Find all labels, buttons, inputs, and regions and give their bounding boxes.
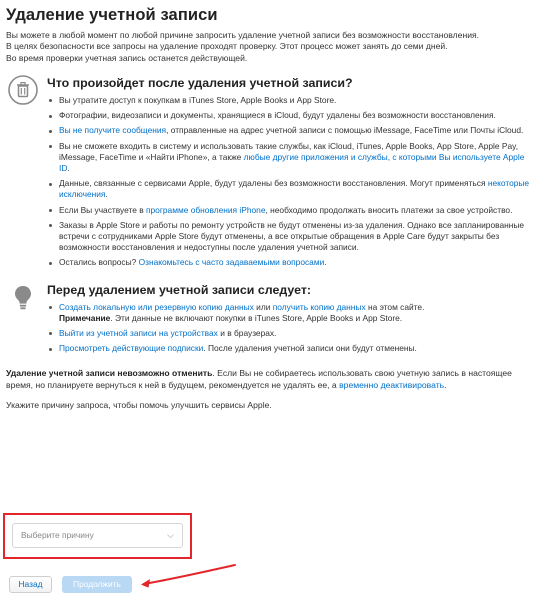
intro-text [6, 30, 530, 64]
intro-line: Вы можете в любой момент по любой причине запросить удаление учетной записи без возможности восстановления. [6, 30, 480, 40]
text-run: Вы не сможете входить в систему и использовать такие службы, как iCloud, iTunes, Apple Books, App Store, Apple Pay, iMessage, FaceTime и «Найти iPhone», а также [59, 140, 519, 162]
lightbulb-icon [8, 282, 38, 312]
text-run: , отправленные на адрес учетной записи с помощью iMessage, FaceTime или Почты iCloud. [166, 125, 524, 136]
list-item [47, 328, 530, 339]
text-run: на этом сайте. [365, 301, 425, 312]
emphasis-text: Удаление учетной записи невозможно отменить [6, 368, 213, 379]
highlight-frame [3, 513, 192, 559]
list-item [47, 257, 530, 268]
inline-link[interactable]: Ознакомьтесь с часто задаваемыми вопросами [138, 257, 325, 268]
list-item [47, 343, 530, 354]
irreversible-warning [6, 368, 530, 391]
chevron-down-icon: ⌵ [167, 530, 174, 540]
inline-link[interactable]: временно деактивировать [339, 379, 445, 390]
inline-link[interactable]: получить копию данных [272, 301, 366, 312]
list-item [47, 205, 530, 216]
inline-link[interactable]: любые другие приложения и службы, с которыми Вы используете Apple ID [59, 151, 525, 173]
text-run: Данные, связанные с сервисами Apple, будут удалены без возможности восстановления. Могут применяться [59, 178, 488, 189]
list-item [47, 125, 530, 136]
text-run: . Эти данные не включают покупки в iTunes Store, Apple Books и App Store. [110, 312, 403, 323]
list-item [47, 141, 530, 175]
text-run: . [67, 162, 70, 173]
inline-link[interactable]: Вы не получите сообщения [59, 125, 167, 136]
section-before-body [47, 282, 530, 355]
inline-link[interactable]: Просмотреть действующие подписки [59, 343, 204, 354]
text-run: . [324, 257, 327, 268]
back-button[interactable]: Назад [9, 576, 52, 593]
list-item [47, 95, 530, 106]
inline-link[interactable]: программе обновления iPhone [145, 204, 266, 215]
intro-line: Во время проверки учетная запись останется действующей. [6, 52, 248, 63]
preparation-list [47, 302, 530, 355]
account-deletion-page [6, 4, 530, 411]
text-run: или [253, 301, 273, 312]
section-after-deletion [6, 75, 530, 269]
text-run: . После удаления учетной записи они будут отменены. [203, 343, 417, 354]
inline-link[interactable]: Выйти из учетной записи на устройствах [59, 327, 218, 338]
section-after-body [47, 75, 530, 269]
text-run: Если Вы участвуете в [59, 204, 146, 215]
text-run: Фотографии, видеозаписи и документы, хранящиеся в iCloud, будут удалены без возможности восстановления. [59, 110, 496, 121]
text-run: Остались вопросы? [59, 257, 139, 268]
list-item [47, 110, 530, 121]
annotation-arrow-icon [138, 562, 238, 590]
inline-link[interactable]: Создать локальную или резервную копию данных [59, 301, 254, 312]
consequences-list [47, 95, 530, 269]
section-heading: Перед удалением учетной записи следует: [47, 282, 312, 297]
text-run: . Если Вы не собираетесь использовать свою учетную запись в настоящее время, но планируете вернуться к ней в будущем, рекомендуется не удалять ее, а [6, 368, 512, 390]
intro-line: В целях безопасности все запросы на удаление проходят проверку. Этот процесс может занять до семи дней. [6, 41, 448, 52]
list-item [47, 220, 530, 254]
section-heading: Что произойдет после удаления учетной записи? [47, 75, 353, 90]
text-run: и в браузерах. [217, 327, 277, 338]
page-title: Удаление учетной записи [6, 6, 218, 24]
reason-select-placeholder: Выберите причину [21, 530, 94, 540]
section-before-deletion [6, 282, 530, 355]
text-run: . [444, 379, 447, 390]
reason-select[interactable] [12, 523, 183, 548]
text-run: Вы утратите доступ к покупкам в iTunes Store, Apple Books и App Store. [59, 94, 337, 105]
reason-hint: Укажите причину запроса, чтобы помочь улучшить сервисы Apple. [6, 400, 272, 411]
emphasis-text: Примечание [59, 312, 111, 323]
list-item [47, 302, 530, 324]
inline-link[interactable]: некоторые исключения [59, 178, 530, 200]
trash-icon [8, 75, 38, 105]
text-run: . [105, 189, 108, 200]
text-run: , необходимо продолжать вносить платежи за свое устройство. [265, 204, 513, 215]
text-run: Заказы в Apple Store и работы по ремонту устройств не будут отменены из-за удаления. Однако все запланированные встречи с сотрудниками Apple Store будут отменены, а все открытые обращения в Apple Care будут закрыты без возможности восстановления и недоступны после удаления учетной записи. [59, 219, 525, 253]
list-item [47, 178, 530, 200]
continue-button[interactable]: Продолжить [62, 576, 132, 593]
